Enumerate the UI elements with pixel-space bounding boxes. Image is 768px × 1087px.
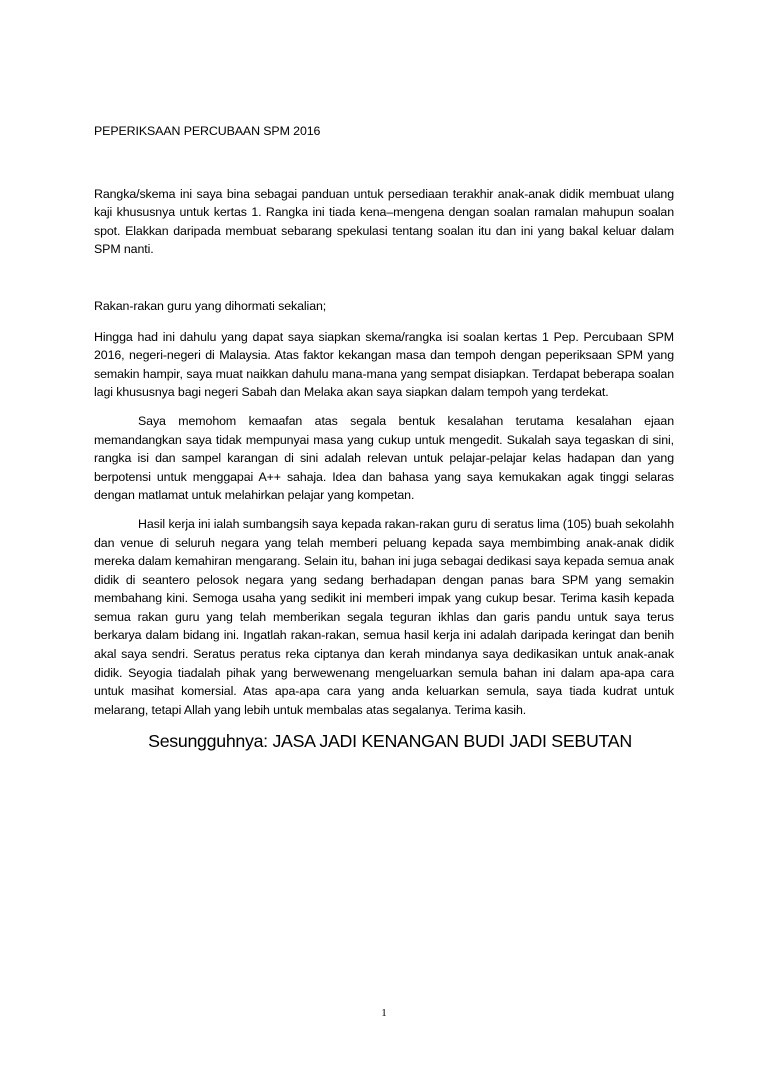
document-title: PEPERIKSAAN PERCUBAAN SPM 2016 [94, 124, 321, 138]
page-number: 1 [381, 1007, 387, 1019]
greeting-line: Rakan-rakan guru yang dihormati sekalian; [94, 298, 327, 313]
spacer [94, 259, 674, 297]
spacer [94, 402, 674, 412]
paragraph-3: Hasil kerja ini ialah sumbangsih saya kepada rakan-rakan guru di seratus lima (105) buah sekolahh dan venue di seluruh negara yang telah memberi peluang kepada saya membimbing anak-anak didik mereka dalam kemahiran mengarang. Selain itu, bahan ini juga sebagai dedikasi saya kepada semua anak didik di seantero pelosok negara yang sedang berhadapan dengan panas bara SPM yang semakin membahang kini. Semoga usaha yang sedikit ini memberi impak yang cukup besar. Terima kasih kepada semua rakan guru yang telah memberikan segala teguran ikhlas dan garis pandu untuk saya terus berkarya dalam bidang ini. Ingatlah rakan-rakan, semua hasil kerja ini adalah daripada keringat dan benih akal saya sendri. Seratus peratus reka ciptanya dan kerah mindanya saya dedikasikan untuk anak-anak didik. Seyogia tiadalah pihak yang berwewenang mengeluarkan semula bahan ini dalam apa-apa cara untuk masihat komersial. Atas apa-apa cara yang anda keluarkan semula, saya tiada kudrat untuk melarang, tetapi Allah yang lebih untuk membalas atas segalanya. Terima kasih. [94, 516, 674, 717]
paragraph-1: Hingga had ini dahulu yang dapat saya siapkan skema/rangka isi soalan kertas 1 Pep. Percubaan SPM 2016, negeri-negeri di Malaysia. Atas faktor kekangan masa dan tempoh dengan peperiksaan SPM yang semakin hampir, saya muat naikkan dahulu mana-mana yang sempat disiapkan. Terdapat beberapa soalan lagi khususnya bagi negeri Sabah dan Melaka akan saya siapkan dalam tempoh yang terdekat. [94, 329, 674, 400]
closing-slogan: Sesungguhnya: JASA JADI KENANGAN BUDI JADI SEBUTAN [148, 731, 632, 752]
spacer [94, 505, 674, 515]
spacer [94, 141, 674, 185]
spacer [94, 316, 674, 328]
document-body [94, 122, 674, 771]
intro-paragraph: Rangka/skema ini saya bina sebagai panduan untuk persediaan terakhir anak-anak didik membuat ulang kaji khususnya untuk kertas 1. Rangka ini tiada kena–mengena dengan soalan ramalan mahupun soalan spot. Elakkan daripada membuat sebarang spekulasi tentang soalan itu dan ini yang bakal keluar dalam SPM nanti. [94, 186, 674, 257]
paragraph-2: Saya memohom kemaafan atas segala bentuk kesalahan terutama kesalahan ejaan memandangkan saya tidak mempunyai masa yang cukup untuk mengedit. Sukalah saya tegaskan di sini, rangka isi dan sampel karangan di sini adalah relevan untuk pelajar-pelajar kelas hadapan dan yang berpotensi untuk menggapai A++ sahaja. Idea dan bahasa yang saya kemukakan agak tinggi selaras dengan matlamat untuk melahirkan pelajar yang kompetan. [94, 413, 674, 503]
